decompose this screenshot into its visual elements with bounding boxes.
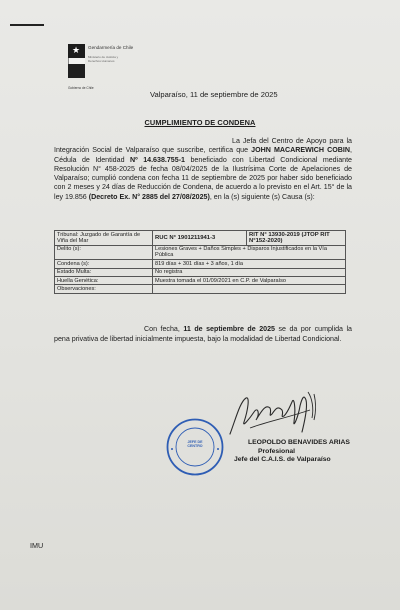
intro-text-4: , en la (s) siguiente (s) Causa (s): (209, 192, 315, 201)
intro-text-2: , Cédula de Identidad (54, 146, 352, 164)
case-row-condena (55, 260, 346, 268)
fold-mark (10, 24, 44, 26)
case-table (54, 230, 346, 294)
row-value: Muestra tomada el 01/09/2021 en C.P. de Valparaíso (153, 276, 346, 284)
signer-role: Profesional (258, 447, 296, 455)
row-label: Observaciones: (55, 285, 153, 293)
row-value: No registra (153, 268, 346, 276)
row-value: 819 días + 301 días + 3 años, 1 día (153, 260, 346, 268)
row-label: Huella Genética: (55, 276, 153, 284)
row-label: Condena (s): (55, 260, 153, 268)
intro-text-1: La Jefa del Centro de Apoyo para la Integración Social de Valparaíso que suscribe, certifica que (54, 137, 352, 155)
case-row-observaciones (55, 285, 346, 293)
case-header-row (55, 231, 346, 246)
tribunal-value: Juzgado de Garantía de Viña del Mar (57, 231, 141, 244)
closing-paragraph (54, 324, 352, 344)
date-line: Valparaíso, 11 de septiembre de 2025 (150, 90, 278, 99)
document-title: CUMPLIMIENTO DE CONDENA (144, 118, 256, 127)
id-number: Nº 14.638.755-1 (130, 155, 186, 164)
stamp-line-2: CENTRO (187, 444, 203, 449)
rit-cell: RIT N° 13930-2019 (JTOP RIT N°152-2020) (247, 231, 346, 246)
decree-ref: (Decreto Ex. N° 2885 del 27/08/2025) (88, 192, 210, 201)
gendarmeria-logo (68, 44, 134, 94)
row-value: Lesiones Graves + Daños Simples + Disparos Injustificados en la Vía Pública (153, 245, 346, 260)
intro-text-3: beneficiado con Libertad Condicional mediante Resolución N° 458-2025 de fecha 08/04/2025 de la Ilustrísima Corte de Apelaciones de Valparaíso; cumplió condena con fecha 11 de septiembre de 2025 por haber sido beneficiado con 2 meses y 24 días de Reducción de Condena, de acuerdo a lo previsto en el Art. 15° de la ley 19.856 (54, 155, 353, 201)
case-row-huella (55, 276, 346, 284)
person-name: JOHN MACAREWICH COBIN (251, 146, 351, 155)
org-subtitle: Ministerio de Justicia y Derechos Humanos (88, 55, 119, 63)
tribunal-cell (55, 231, 153, 246)
ruc-cell: RUC N° 1901211941-3 (153, 231, 247, 246)
signer-block (234, 439, 352, 465)
closing-date: 11 de septiembre de 2025 (183, 325, 275, 333)
handwritten-signature (226, 388, 318, 442)
footer-code: IMU (30, 541, 44, 550)
signer-position: Jefe del C.A.I.S. de Valparaíso (234, 456, 331, 464)
row-label: Estado Multa: (55, 268, 153, 276)
gobierno-label: Gobierno de Chile (68, 86, 94, 90)
stamp-inner-text (178, 440, 212, 448)
case-row-multa (55, 268, 346, 276)
chile-flag-icon: ★ (68, 44, 85, 78)
intro-paragraph (54, 137, 352, 202)
tribunal-label: Tribunal: (57, 231, 79, 238)
closing-text-2: se da por cumplida la pena privativa de libertad inicialmente impuesta, bajo la modalidad de Libertad Condicional. (54, 325, 352, 343)
signer-name: LEOPOLDO BENAVIDES ARIAS (248, 439, 350, 446)
row-value (153, 285, 346, 293)
org-name: Gendarmería de Chile (88, 45, 134, 50)
closing-text-1: Con fecha, (144, 325, 184, 333)
stamp-line-1: JEFE DE (187, 440, 203, 444)
row-label: Delito (s): (55, 245, 153, 260)
case-row-delito (55, 245, 346, 260)
